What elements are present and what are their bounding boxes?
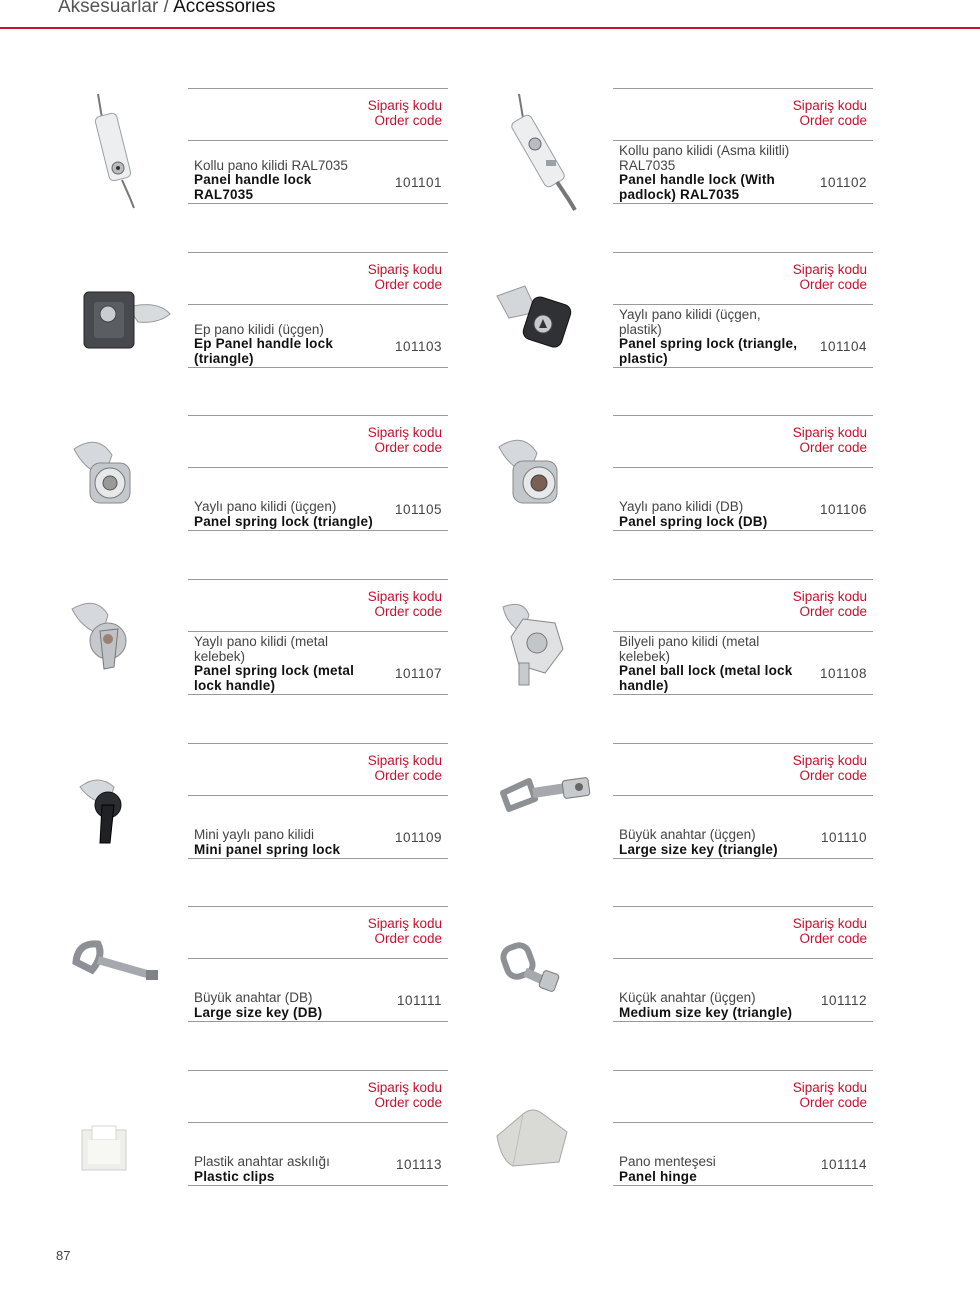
panel-handle-lock-padlock-icon	[483, 88, 613, 218]
card-rule-bottom	[188, 694, 448, 695]
order-code-label	[743, 262, 867, 292]
product-code: 101112	[820, 993, 867, 1008]
product-name-en: Panel hinge	[619, 1168, 697, 1184]
product-card	[58, 415, 498, 545]
card-rule-top	[613, 1070, 873, 1071]
product-description	[194, 828, 374, 857]
order-code-label-en: Order code	[799, 440, 867, 455]
order-code-label	[743, 589, 867, 619]
mini-spring-lock-icon	[58, 743, 188, 873]
order-code-label-en: Order code	[799, 931, 867, 946]
order-code-label-en: Order code	[799, 768, 867, 783]
product-description	[619, 1155, 799, 1184]
order-code-label-en: Order code	[799, 113, 867, 128]
order-code-label-tr: Sipariş kodu	[792, 916, 867, 931]
order-code-label-en: Order code	[374, 440, 442, 455]
order-code-label-tr: Sipariş kodu	[367, 753, 442, 768]
product-card	[483, 743, 923, 873]
product-code: 101105	[394, 502, 442, 517]
product-card	[483, 88, 923, 218]
card-rule-mid	[188, 795, 448, 796]
order-code-label-en: Order code	[799, 1095, 867, 1110]
order-code-label-en: Order code	[374, 277, 442, 292]
card-rule-bottom	[188, 858, 448, 859]
product-name-tr: Kollu pano kilidi RAL7035	[194, 157, 348, 173]
product-name-en: Ep Panel handle lock (triangle)	[194, 336, 334, 366]
order-code-label	[743, 753, 867, 783]
card-rule-bottom	[613, 1021, 873, 1022]
product-name-en: Large size key (DB)	[194, 1004, 323, 1020]
card-rule-bottom	[188, 1021, 448, 1022]
card-rule-top	[613, 743, 873, 744]
product-description	[619, 500, 799, 529]
order-code-label-tr: Sipariş kodu	[367, 425, 442, 440]
plastic-spring-lock-icon	[483, 252, 613, 382]
order-code-label-tr: Sipariş kodu	[367, 262, 442, 277]
medium-key-triangle-icon	[483, 906, 613, 1036]
product-code: 101109	[394, 830, 442, 845]
page-header	[58, 0, 276, 18]
panel-hinge-icon	[483, 1070, 613, 1200]
product-card	[58, 252, 498, 382]
order-code-label-en: Order code	[799, 277, 867, 292]
card-rule-mid	[188, 958, 448, 959]
product-code: 101113	[395, 1157, 442, 1172]
product-card	[58, 743, 498, 873]
card-rule-top	[188, 579, 448, 580]
ep-panel-lock-icon	[58, 252, 188, 382]
product-name-en: Panel handle lock (With padlock) RAL7035	[619, 172, 776, 202]
card-rule-bottom	[613, 858, 873, 859]
plastic-clip-icon	[58, 1070, 188, 1200]
card-rule-mid	[613, 1122, 873, 1123]
card-rule-top	[188, 415, 448, 416]
product-card	[483, 906, 923, 1036]
product-card	[58, 579, 498, 709]
card-rule-mid	[188, 140, 448, 141]
product-description	[194, 991, 374, 1020]
card-rule-bottom	[613, 694, 873, 695]
order-code-label-tr: Sipariş kodu	[367, 1080, 442, 1095]
order-code-label	[318, 98, 442, 128]
card-rule-mid	[188, 1122, 448, 1123]
product-name-tr: Yaylı pano kilidi (metal kelebek)	[194, 634, 329, 664]
product-name-tr: Kollu pano kilidi (Asma kilitli) RAL7035	[619, 143, 790, 173]
page-number: 87	[56, 1248, 71, 1263]
card-rule-top	[613, 906, 873, 907]
order-code-label	[743, 916, 867, 946]
card-rule-top	[188, 252, 448, 253]
card-rule-mid	[188, 631, 448, 632]
order-code-label-en: Order code	[374, 1095, 442, 1110]
order-code-label	[318, 1080, 442, 1110]
product-name-tr: Büyük anahtar (DB)	[194, 990, 313, 1005]
ball-lock-icon	[483, 579, 613, 709]
order-code-label-en: Order code	[374, 768, 442, 783]
product-name-tr: Plastik anahtar askılığı	[194, 1154, 330, 1169]
spring-lock-db-icon	[483, 415, 613, 545]
card-rule-bottom	[613, 530, 873, 531]
order-code-label	[318, 916, 442, 946]
product-code: 101110	[820, 830, 867, 845]
card-rule-mid	[613, 631, 873, 632]
product-name-tr: Mini yaylı pano kilidi	[194, 827, 315, 842]
product-name-en: Panel spring lock (triangle)	[194, 513, 373, 529]
section-title-en: Accessories	[173, 0, 276, 17]
product-code: 101108	[819, 666, 867, 681]
product-name-en: Panel spring lock (DB)	[619, 513, 768, 529]
product-description	[194, 635, 374, 693]
product-name-tr: Bilyeli pano kilidi (metal kelebek)	[619, 634, 760, 664]
product-description	[194, 323, 374, 367]
product-name-en: Plastic clips	[194, 1168, 275, 1184]
spring-lock-triangle-icon	[58, 415, 188, 545]
product-name-tr: Yaylı pano kilidi (DB)	[619, 499, 744, 514]
product-description	[194, 500, 374, 529]
order-code-label-tr: Sipariş kodu	[792, 589, 867, 604]
product-description	[619, 635, 799, 693]
card-rule-top	[613, 88, 873, 89]
card-rule-top	[188, 743, 448, 744]
order-code-label	[318, 262, 442, 292]
card-rule-bottom	[188, 530, 448, 531]
card-rule-mid	[613, 795, 873, 796]
panel-handle-lock-icon	[58, 88, 188, 218]
product-name-tr: Ep pano kilidi (üçgen)	[194, 321, 324, 337]
product-card	[58, 906, 498, 1036]
order-code-label-en: Order code	[374, 931, 442, 946]
card-rule-bottom	[613, 203, 873, 204]
order-code-label-tr: Sipariş kodu	[367, 589, 442, 604]
product-name-en: Panel handle lock RAL7035	[194, 172, 312, 202]
product-name-en: Mini panel spring lock	[194, 841, 341, 857]
card-rule-top	[613, 252, 873, 253]
product-card	[58, 88, 498, 218]
product-name-tr: Pano menteşesi	[619, 1154, 716, 1169]
product-card	[483, 1070, 923, 1200]
order-code-label	[743, 425, 867, 455]
product-description	[619, 144, 799, 202]
order-code-label-en: Order code	[374, 113, 442, 128]
product-name-tr: Küçük anahtar (üçgen)	[619, 990, 756, 1005]
product-code: 101111	[396, 993, 442, 1008]
card-rule-bottom	[613, 1185, 873, 1186]
order-code-label	[318, 425, 442, 455]
product-code: 101106	[819, 502, 867, 517]
order-code-label-tr: Sipariş kodu	[367, 916, 442, 931]
section-separator: /	[163, 0, 169, 17]
card-rule-bottom	[188, 367, 448, 368]
product-code: 101114	[820, 1157, 867, 1172]
product-card	[483, 415, 923, 545]
order-code-label-tr: Sipariş kodu	[367, 98, 442, 113]
product-name-tr: Büyük anahtar (üçgen)	[619, 827, 756, 842]
product-code: 101104	[819, 339, 867, 354]
order-code-label	[743, 98, 867, 128]
card-rule-mid	[613, 140, 873, 141]
card-rule-mid	[613, 958, 873, 959]
product-name-en: Medium size key (triangle)	[619, 1004, 793, 1020]
order-code-label-tr: Sipariş kodu	[792, 98, 867, 113]
card-rule-bottom	[613, 367, 873, 368]
order-code-label-en: Order code	[799, 604, 867, 619]
card-rule-mid	[613, 304, 873, 305]
product-card	[483, 252, 923, 382]
card-rule-mid	[613, 467, 873, 468]
order-code-label-en: Order code	[374, 604, 442, 619]
card-rule-bottom	[188, 1185, 448, 1186]
product-description	[619, 828, 799, 857]
product-name-en: Panel spring lock (metal lock handle)	[194, 663, 355, 693]
spring-lock-metal-handle-icon	[58, 579, 188, 709]
order-code-label-tr: Sipariş kodu	[792, 425, 867, 440]
order-code-label-tr: Sipariş kodu	[792, 262, 867, 277]
large-key-db-icon	[58, 906, 188, 1036]
product-name-tr: Yaylı pano kilidi (üçgen)	[194, 499, 337, 514]
product-name-tr: Yaylı pano kilidi (üçgen, plastik)	[619, 307, 761, 337]
order-code-label	[743, 1080, 867, 1110]
product-card	[58, 1070, 498, 1200]
order-code-label-tr: Sipariş kodu	[792, 753, 867, 768]
product-code: 101107	[394, 666, 442, 681]
card-rule-top	[188, 906, 448, 907]
header-rule	[0, 27, 980, 29]
product-name-en: Panel spring lock (triangle, plastic)	[619, 336, 798, 366]
large-key-triangle-icon	[483, 743, 613, 873]
order-code-label-tr: Sipariş kodu	[792, 1080, 867, 1095]
order-code-label	[318, 753, 442, 783]
product-description	[194, 159, 374, 203]
product-name-en: Large size key (triangle)	[619, 841, 778, 857]
product-description	[194, 1155, 374, 1184]
order-code-label	[318, 589, 442, 619]
card-rule-mid	[188, 304, 448, 305]
product-code: 101103	[394, 339, 442, 354]
card-rule-top	[188, 1070, 448, 1071]
card-rule-top	[613, 579, 873, 580]
section-title-tr: Aksesuarlar	[58, 0, 159, 17]
product-code: 101102	[819, 175, 867, 190]
card-rule-mid	[188, 467, 448, 468]
card-rule-bottom	[188, 203, 448, 204]
product-description	[619, 308, 799, 366]
product-name-en: Panel ball lock (metal lock handle)	[619, 663, 793, 693]
product-description	[619, 991, 799, 1020]
product-code: 101101	[394, 175, 442, 190]
product-card	[483, 579, 923, 709]
card-rule-top	[613, 415, 873, 416]
card-rule-top	[188, 88, 448, 89]
